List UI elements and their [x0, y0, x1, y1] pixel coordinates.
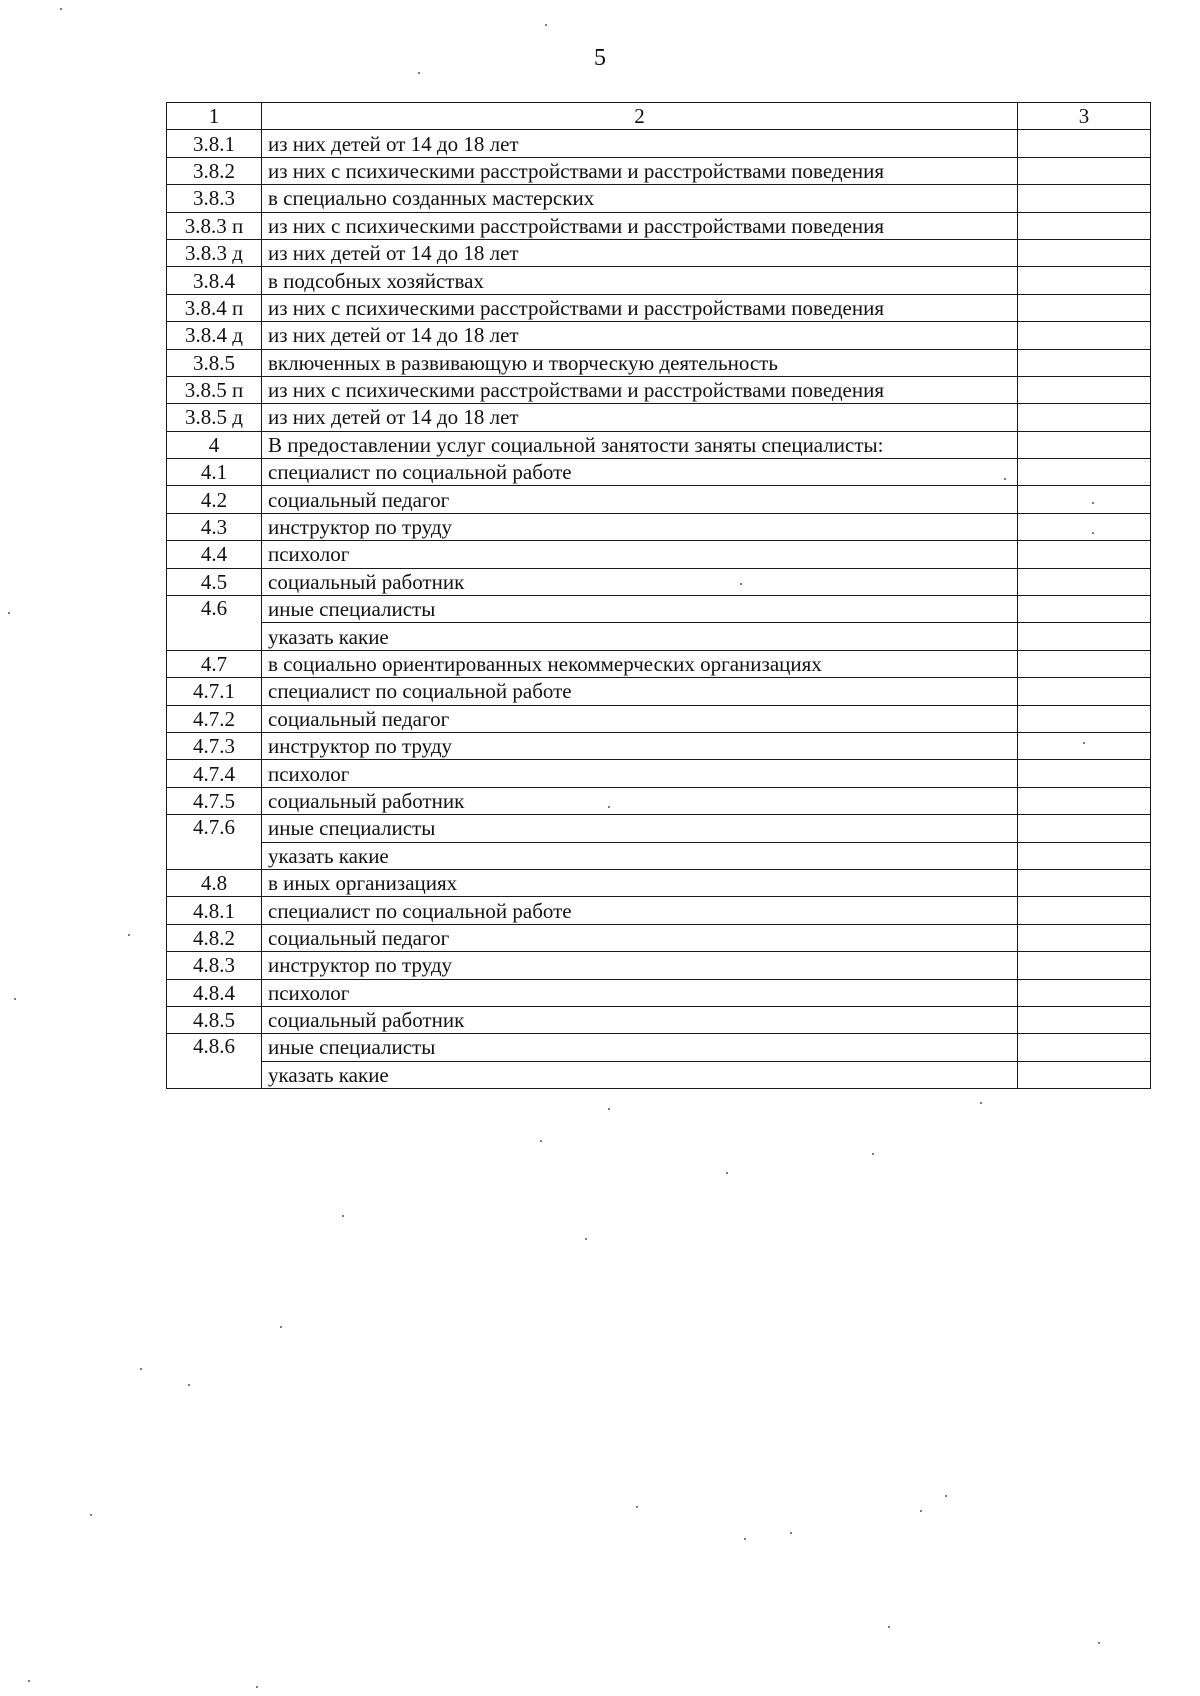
row-value-cell[interactable]: [1018, 404, 1151, 431]
row-description: социальный работник: [262, 787, 1018, 814]
row-number: 4.7.6: [167, 815, 262, 870]
row-number: 4.8.5: [167, 1006, 262, 1033]
row-number: 4.7.4: [167, 760, 262, 787]
row-description: из них детей от 14 до 18 лет: [262, 404, 1018, 431]
row-value-cell[interactable]: [1018, 1034, 1151, 1061]
row-description: в подсобных хозяйствах: [262, 267, 1018, 294]
row-value-cell[interactable]: [1018, 897, 1151, 924]
row-value-cell[interactable]: [1018, 732, 1151, 759]
table-row: [167, 212, 1151, 239]
row-number: 3.8.4: [167, 267, 262, 294]
row-description: социальный работник: [262, 1006, 1018, 1033]
table-row: [167, 650, 1151, 677]
row-number: 4.5: [167, 568, 262, 595]
page-number: 5: [594, 45, 606, 71]
row-value-cell[interactable]: [1018, 459, 1151, 486]
table-header-row: [167, 103, 1151, 130]
row-value-cell[interactable]: [1018, 486, 1151, 513]
row-value-cell[interactable]: [1018, 239, 1151, 266]
row-value-cell[interactable]: [1018, 650, 1151, 677]
table-row: [167, 294, 1151, 321]
row-description: включенных в развивающую и творческую деятельность: [262, 349, 1018, 376]
row-value-cell[interactable]: [1018, 1006, 1151, 1033]
row-description: иные специалисты: [262, 596, 1018, 623]
table-row: [167, 760, 1151, 787]
row-value-cell[interactable]: [1018, 376, 1151, 403]
row-number: 4.7.5: [167, 787, 262, 814]
row-description: инструктор по труду: [262, 513, 1018, 540]
row-number: 4.3: [167, 513, 262, 540]
row-number: 4.7.1: [167, 678, 262, 705]
row-description: из них детей от 14 до 18 лет: [262, 322, 1018, 349]
row-number: 3.8.4 д: [167, 322, 262, 349]
row-description: психолог: [262, 541, 1018, 568]
row-description: иные специалисты: [262, 815, 1018, 842]
row-description: социальный педагог: [262, 486, 1018, 513]
row-number: 4.8.3: [167, 952, 262, 979]
row-number: 3.8.3 п: [167, 212, 262, 239]
row-number: 4.2: [167, 486, 262, 513]
header-col-1: 1: [167, 103, 262, 130]
row-description: из них детей от 14 до 18 лет: [262, 239, 1018, 266]
table-row: [167, 732, 1151, 759]
row-description: психолог: [262, 979, 1018, 1006]
row-number: 3.8.3 д: [167, 239, 262, 266]
row-value-cell[interactable]: [1018, 267, 1151, 294]
row-number: 3.8.5 п: [167, 376, 262, 403]
row-number: 4.8.1: [167, 897, 262, 924]
table-row: [167, 322, 1151, 349]
table-row: [167, 267, 1151, 294]
table-row: [167, 376, 1151, 403]
row-description: социальный работник: [262, 568, 1018, 595]
row-description: иные специалисты: [262, 1034, 1018, 1061]
row-value-cell[interactable]: [1018, 130, 1151, 157]
row-value-cell[interactable]: [1018, 952, 1151, 979]
row-value-cell[interactable]: [1018, 568, 1151, 595]
table-row: [167, 678, 1151, 705]
table-row: [167, 568, 1151, 595]
row-value-cell[interactable]: [1018, 212, 1151, 239]
statistics-form-table: [166, 102, 1151, 1089]
table-row: [167, 459, 1151, 486]
row-value-cell[interactable]: [1018, 979, 1151, 1006]
row-description: социальный педагог: [262, 924, 1018, 951]
row-number: 3.8.1: [167, 130, 262, 157]
row-description: В предоставлении услуг социальной занятости заняты специалисты:: [262, 431, 1018, 458]
table-row: [167, 513, 1151, 540]
row-sub-value-cell[interactable]: [1018, 842, 1151, 869]
row-description: специалист по социальной работе: [262, 459, 1018, 486]
table-row: [167, 924, 1151, 951]
table-row: [167, 897, 1151, 924]
table-row: [167, 815, 1151, 842]
row-sub-value-cell[interactable]: [1018, 623, 1151, 650]
table-row: [167, 541, 1151, 568]
row-number: 3.8.5 д: [167, 404, 262, 431]
row-number: 4.8.2: [167, 924, 262, 951]
row-description: инструктор по труду: [262, 732, 1018, 759]
table-row: [167, 869, 1151, 896]
row-number: 4: [167, 431, 262, 458]
row-number: 4.7.2: [167, 705, 262, 732]
table-row: [167, 239, 1151, 266]
table-row: [167, 486, 1151, 513]
table-row: [167, 952, 1151, 979]
row-description: инструктор по труду: [262, 952, 1018, 979]
row-value-cell[interactable]: [1018, 185, 1151, 212]
row-value-cell[interactable]: [1018, 541, 1151, 568]
row-number: 4.8: [167, 869, 262, 896]
row-description: из них с психическими расстройствами и расстройствами поведения: [262, 376, 1018, 403]
table-row: [167, 130, 1151, 157]
table-row: [167, 979, 1151, 1006]
row-description: из них с психическими расстройствами и расстройствами поведения: [262, 294, 1018, 321]
row-description: из них с психическими расстройствами и расстройствами поведения: [262, 157, 1018, 184]
row-number: 4.8.6: [167, 1034, 262, 1089]
table-row: [167, 404, 1151, 431]
table-row: [167, 431, 1151, 458]
row-number: 3.8.2: [167, 157, 262, 184]
row-value-cell[interactable]: [1018, 431, 1151, 458]
row-number: 3.8.3: [167, 185, 262, 212]
table-row: [167, 705, 1151, 732]
table-row: [167, 596, 1151, 623]
row-sub-description: указать какие: [262, 623, 1018, 650]
row-value-cell[interactable]: [1018, 924, 1151, 951]
row-number: 4.8.4: [167, 979, 262, 1006]
row-value-cell[interactable]: [1018, 294, 1151, 321]
table-row: [167, 787, 1151, 814]
row-value-cell[interactable]: [1018, 678, 1151, 705]
header-col-2: 2: [262, 103, 1018, 130]
row-number: 4.7: [167, 650, 262, 677]
row-value-cell[interactable]: [1018, 596, 1151, 623]
row-description: в иных организациях: [262, 869, 1018, 896]
table-subrow: [167, 1061, 1151, 1088]
row-number: 3.8.5: [167, 349, 262, 376]
table-subrow: [167, 623, 1151, 650]
row-value-cell[interactable]: [1018, 760, 1151, 787]
row-description: социальный педагог: [262, 705, 1018, 732]
row-value-cell[interactable]: [1018, 705, 1151, 732]
row-value-cell[interactable]: [1018, 322, 1151, 349]
row-value-cell[interactable]: [1018, 513, 1151, 540]
row-description: в специально созданных мастерских: [262, 185, 1018, 212]
row-description: специалист по социальной работе: [262, 678, 1018, 705]
row-description: психолог: [262, 760, 1018, 787]
row-sub-value-cell[interactable]: [1018, 1061, 1151, 1088]
table-row: [167, 1034, 1151, 1061]
table-subrow: [167, 842, 1151, 869]
row-number: 3.8.4 п: [167, 294, 262, 321]
row-description: из них детей от 14 до 18 лет: [262, 130, 1018, 157]
row-value-cell[interactable]: [1018, 157, 1151, 184]
row-description: специалист по социальной работе: [262, 897, 1018, 924]
row-value-cell[interactable]: [1018, 349, 1151, 376]
row-number: 4.7.3: [167, 732, 262, 759]
table-body: [167, 103, 1151, 1089]
table-row: [167, 157, 1151, 184]
row-number: 4.4: [167, 541, 262, 568]
row-description: из них с психическими расстройствами и расстройствами поведения: [262, 212, 1018, 239]
row-description: в социально ориентированных некоммерческих организациях: [262, 650, 1018, 677]
table-row: [167, 349, 1151, 376]
table-row: [167, 1006, 1151, 1033]
row-value-cell[interactable]: [1018, 869, 1151, 896]
table-row: [167, 185, 1151, 212]
row-number: 4.6: [167, 596, 262, 651]
row-number: 4.1: [167, 459, 262, 486]
header-col-3: 3: [1018, 103, 1151, 130]
row-value-cell[interactable]: [1018, 787, 1151, 814]
row-value-cell[interactable]: [1018, 815, 1151, 842]
row-sub-description: указать какие: [262, 842, 1018, 869]
row-sub-description: указать какие: [262, 1061, 1018, 1088]
